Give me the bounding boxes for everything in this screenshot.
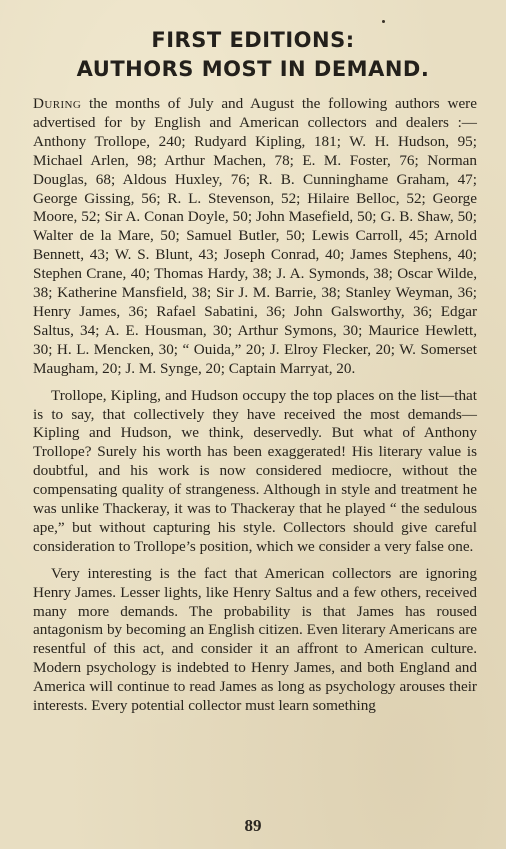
page-title-line-2: AUTHORS MOST IN DEMAND.	[76, 57, 430, 81]
paragraph-author-list-text: the months of July and August the following authors were advertised for by English and American collectors and dealers :—Anthony Trollope, 240; Rudyard Kipling, 181; W. H. Hudson, 95; Michael Arlen, 98; Arthur Machen, 78; E. M. Foster, 76; Norman Douglas, 68; Aldous Huxley, 76; R. B. Cunninghame Graham, 47; George Gissing, 56; R. L. Stevenson, 52; Hilaire Belloc, 52; George Moore, 52; Sir A. Conan Doyle, 50; John Masefield, 50; G. B. Shaw, 50; Walter de la Mare, 50; Samuel Butler, 50; Lewis Carroll, 45; Arnold Bennett, 43; W. S. Blunt, 43; Joseph Conrad, 40; James Stephens, 40; Stephen Crane, 40; Thomas Hardy, 38; J. A. Symonds, 38; Oscar Wilde, 38; Katherine Mansfield, 38; Sir J. M. Barrie, 38; Stanley Weyman, 36; Henry James, 36; Rafael Sabatini, 36; John Galsworthy, 36; Edgar Saltus, 34; A. E. Housman, 30; Arthur Symons, 30; Maurice Hewlett, 30; H. L. Mencken, 30; “ Ouida,” 20; J. Elroy Flecker, 20; W. Somerset Maugham, 20; J. M. Synge, 20; Captain Marryat, 20.	[33, 95, 477, 377]
page-number: 89	[244, 816, 262, 835]
paragraph-henry-james: Very interesting is the fact that American collectors are ignoring Henry James. Lesser lights, like Henry Saltus and a few others, received many more demands. The probability is that James has roused antagonism by becoming an English citizen. Even literary Americans are resentful of this act, and consider it an affront to American culture. Modern psychology is indebted to Henry James, and both England and America will continue to read James as long as psychology arouses their interests. Every potential collector must learn something	[33, 564, 477, 715]
article-body	[33, 95, 477, 716]
page-title-line-1: FIRST EDITIONS:	[151, 28, 355, 52]
paragraph-trollope: Trollope, Kipling, and Hudson occupy the top places on the list—that is to say, that collectively they have received the most demands—Kipling and Hudson, we think, deservedly. But what of Anthony Trollope? Surely his worth has been exaggerated! His literary value is doubtful, and his work is now considered mediocre, without the compensating quality of strangeness. Although in style and treatment he was unlike Thackeray, it was to Thackeray that he played “ the sedulous ape,” but without capturing his style. Collectors should give careful consideration to Trollope’s position, which we consider a very false one.	[33, 386, 477, 555]
paragraph-author-list	[33, 95, 477, 379]
paragraph-lead-word: During	[33, 95, 82, 112]
ink-speck	[382, 20, 385, 23]
